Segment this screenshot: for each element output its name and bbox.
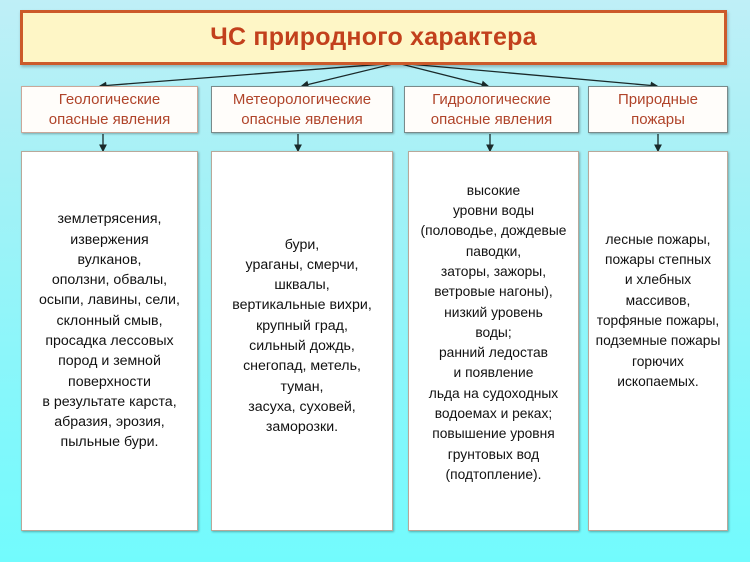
list-item: крупный град, [256,317,348,334]
list-item: абразия, эрозия, [54,414,165,431]
list-item: сильный дождь, [249,338,355,354]
list-item: (подтопление). [445,466,542,482]
list-item: низкий уровень [444,304,543,320]
title-box [20,10,727,65]
content-geological [21,151,198,531]
header-hydrological [404,86,579,133]
header-line: опасные явления [48,110,171,128]
list-item: подземные пожары [595,333,721,349]
content-wildfires [588,151,728,531]
list-item: шквалы, [274,277,330,294]
list-item: вертикальные вихри, [232,297,372,314]
list-item: льда на судоходных [428,385,559,401]
list-item: высокие [466,182,521,198]
list-item: вулканов, [77,251,142,268]
list-item: ураганы, смерчи, [245,256,359,273]
list-item: уровни воды [452,203,535,219]
diagram-title: ЧС природного характера [210,23,537,51]
list-item: заторы, зажоры, [440,263,547,279]
list-item: землетрясения, [57,211,162,228]
list-item: массивов, [625,292,691,308]
list-item: повышение уровня [432,426,555,442]
header-line: Метеорологические [232,90,372,108]
list-item: извержения [70,231,149,248]
list-item: снегопад, метель, [243,358,361,375]
list-item: склонный смыв, [56,312,163,329]
content-hydrological [408,151,579,531]
header-geological [21,86,198,133]
list-item: ископаемых. [617,373,699,389]
list-item: и хлебных [624,272,692,288]
list-item: (половодье, дождевые [420,223,567,239]
list-item: засуха, суховей, [248,398,356,415]
list-item: туман, [280,378,324,395]
header-line: пожары [631,110,685,128]
list-item: бури, [284,236,320,253]
list-item: поверхности [68,373,151,390]
list-item: лесные пожары, [605,231,711,247]
list-item: оползни, обвалы, [51,272,168,289]
header-line: Гидрологические [432,90,551,108]
list-item: паводки, [465,243,522,259]
list-item: в результате карста, [42,393,177,410]
list-item: горючих [632,353,684,369]
list-item: просадка лессовых [45,333,174,349]
header-line: Геологические [58,90,161,108]
list-item: пожары степных [605,252,711,268]
header-meteorological [211,86,393,133]
content-meteorological [211,151,393,531]
list-item: пород и земной [58,353,161,370]
header-line: опасные явления [430,110,553,128]
header-wildfires [588,86,728,133]
list-item: заморозки. [265,419,339,436]
list-item: грунтовых вод [447,446,540,462]
list-item: ранний ледостав [438,345,549,361]
header-line: Природные [617,90,699,108]
list-item: ветровые нагоны), [434,284,553,300]
header-line: опасные явления [241,110,363,128]
list-item: пыльные бури. [60,434,159,451]
list-item: воды; [475,324,512,340]
list-item: осыпи, лавины, сели, [39,292,180,309]
list-item: и появление [453,365,534,381]
list-item: водоемах и реках; [434,406,553,422]
list-item: торфяные пожары, [596,313,720,328]
